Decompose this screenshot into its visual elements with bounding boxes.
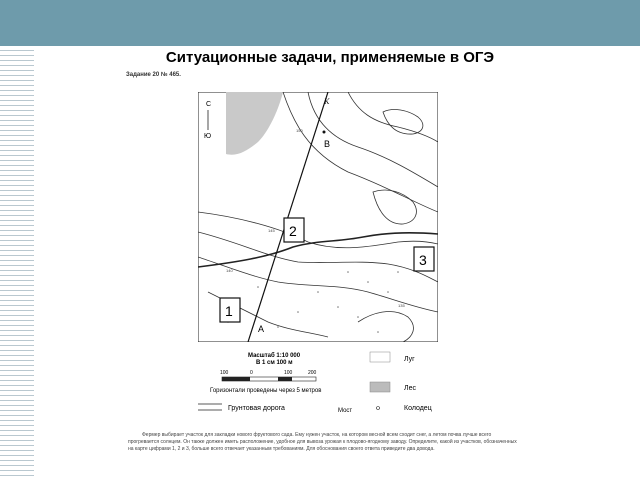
contour-label: 135 — [398, 303, 405, 308]
map-legend — [198, 348, 458, 422]
forest-symbol — [370, 382, 390, 392]
legend-dirt-road: Грунтовая дорога — [228, 405, 285, 412]
top-bar — [0, 0, 640, 46]
plot-2-number: 2 — [289, 223, 297, 239]
task-label: Задание 20 № 465. — [126, 72, 181, 78]
meadow-symbol — [370, 352, 390, 362]
legend-forest: Лес — [404, 385, 416, 392]
contour-label: 140 — [226, 268, 233, 273]
compass-north: С — [206, 101, 212, 108]
legend-well: Колодец — [404, 405, 432, 412]
description-text: Фермер выбирает участок для закладки нового фруктового сада. Ему нужен участок, на котором весной всем сходит снег, а летом почва лучше всего прогревается солнцем. Он также должен иметь расположение, удобное для вывоза урожая к плодово-ягодному заводу. Определите, какой из участков, обозначенных на карте цифрами 1, 2 и 3, больше всего отвечает указанным требованиям. Для обоснования своего ответа приведите два довода. — [128, 432, 517, 452]
task-description — [128, 432, 518, 453]
map-label-a: А — [258, 324, 265, 334]
plot-1-number: 1 — [225, 303, 233, 319]
scale-sub: В 1 см 100 м — [256, 360, 293, 366]
map-label-v: В — [324, 139, 331, 149]
plot-3-number: 3 — [419, 252, 427, 268]
scale-tick: 100 — [284, 370, 293, 376]
notebook-lines-decoration — [0, 46, 34, 480]
compass-south: Ю — [204, 133, 212, 140]
legend-bridge: Мост — [338, 408, 353, 414]
scale-tick: 200 — [308, 370, 317, 376]
contour-note: Горизонтали проведены через 5 метров — [210, 388, 322, 394]
well-icon — [377, 407, 380, 410]
topographic-map — [198, 92, 438, 342]
slide-title: Ситуационные задачи, применяемые в ОГЭ — [165, 49, 495, 66]
scale-title: Масштаб 1:10 000 — [248, 353, 301, 359]
map-label-k: К — [324, 97, 330, 106]
contour-label: 150 — [296, 128, 303, 133]
scale-tick: 0 — [250, 370, 253, 376]
contour-label: 145 — [268, 228, 275, 233]
legend-meadow: Луг — [404, 356, 415, 363]
scale-tick: 100 — [220, 370, 229, 376]
